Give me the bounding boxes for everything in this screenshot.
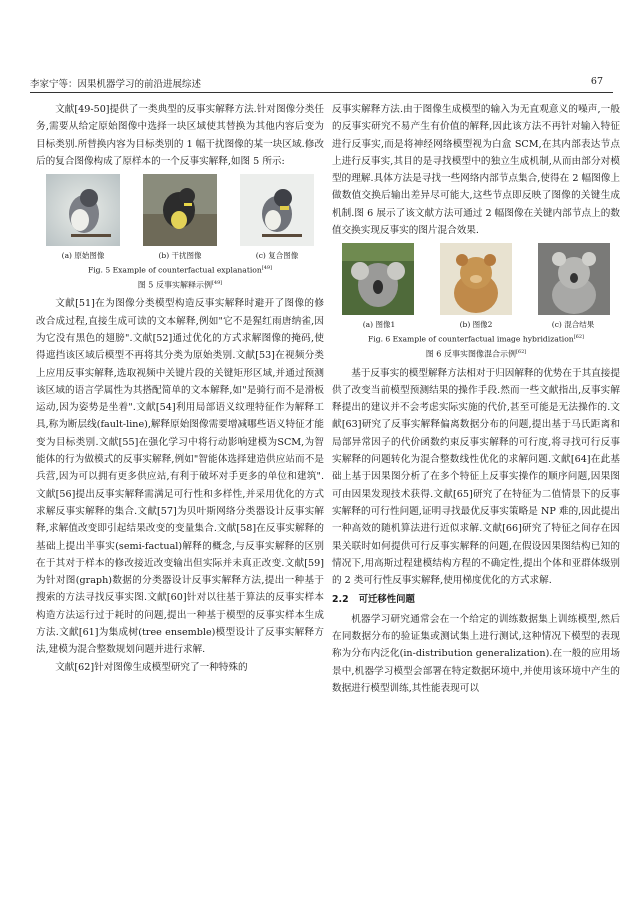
left-column xyxy=(36,101,324,676)
running-header xyxy=(30,76,613,93)
figure-caption-en: Fig. 6 Example of counterfactual image hybridization[62] xyxy=(368,334,584,344)
paragraph: 机器学习研究通常会在一个给定的训练数据集上训练模型,然后在同数据分布的验证集或测试集上进行测试,这种情况下模型的表现称为分布内泛化(in-distribution generalization).在一般的应用场景中,机器学习模型会部署在特定数据环境中,并使用该环境中产生的数据进行模型训练,其性能表现可以 xyxy=(332,613,620,694)
bird-composite-image xyxy=(240,174,314,246)
page-number: 67 xyxy=(590,76,603,87)
figure-caption-zh: 图 5 反事实解释示例[49] xyxy=(137,279,223,290)
teddy-bear-image xyxy=(440,243,512,315)
paragraph: 反事实解释方法.由于图像生成模型的输入为无直观意义的噪声,一般的反事实研究不易产生有价值的解释,因此该方法不再针对输入特征进行反事实,而是将神经网络模型视为白盒 SCM,在其内部表达节点上进行反事实,其目的是寻找模型中的独立生成机制,从而由部分对模型的理解.具体方法是寻找一些网络内部节点集合,使得在 2 幅图像上做数值交换后输出差异尽可能大,这些节点即反映了图像的关键生成机制.图 6 展示了该文献方法可通过 2 幅图像在关键内部节点上的数值交换实现反事实的图片混合效果. xyxy=(332,104,620,237)
figure-5 xyxy=(36,174,324,291)
right-column xyxy=(332,101,620,697)
paragraph: 基于反事实的模型解释方法相对于归因解释的优势在于其直接提供了改变当前模型预测结果的操作手段.然而一些文献指出,反事实解释提出的建议并不会考虑实际实施的代价,甚至可能是无法操作的.文献[63]研究了反事实解释偏离数据分布的问题,提出基于马氏距离和局部异常因子的代价函数约束反事实解释的可行度,将寻找可行反事实解释的问题转化为混合整数线性优化的求解问题.文献[64]在此基础上基于因果图分析了在多个特征上反事实操作的顺序问题,因果图可由因果发现技术获得.文献[65]研究了在特征为二值情景下的反事实解释的可行性问题,证明寻找最优反事实策略是 NP 难的,因此提出一种高效的随机算法进行近似求解.文献[66]研究了特征之间存在因果关联时如何提供可行反事实解释的问题,在假设因果图结构已知的情况下,用高斯过程建模结构方程的不确定性,提出个体和亚群体级别的 2 类可行性反事实解释,使用梯度优化的方式求解. xyxy=(332,367,620,587)
header-title: 李家宁等：因果机器学习的前沿进展综述 xyxy=(30,79,202,90)
subfigure-caption: (c) 混合结果 xyxy=(551,320,595,330)
bird-distractor-image xyxy=(143,174,217,246)
paragraph: 文献[51]在为图像分类模型构造反事实解释时避开了图像的修改合成过程,直接生成可读的文本解释,例如"它不是猩红雨唐纳雀,因为它没有黑色的翅膀".文献[52]通过优化的方式求解图像的掩码,使得遮挡该区域后模型不再将其分类为原始类别.文献[53]在视频分类上应用反事实解释,选取视频中关键片段的关键矩形区域,并通过预测该区域的语言学属性为其搭配简单的文本解释,如"是骑行而不是滑板运动,因为姿势是坐着".文献[54]利用局部语义纹理特征作为解释工具,称为断层线(fault-line),解释原始图像需要增减哪些语义特征才能变为目标类别.文献[55]在强化学习中将行动影响建模为SCM,为智能体的行为做模式的反事实解释,例如"智能体选择建造供应站而不是兵营,因为可以拥有更多供应站,有利于破坏对手更多的单位和建筑".文献[56]提出反事实解释需满足可行性和多样性,并采用优化的方式求解反事实解释的集合.文献[57]为贝叶斯网络分类器设计反事实解释,求解值改变即引起结果改变的变量集合.文献[58]在反事实解释的基础上提出半事实(semi-factual)解释的概念,与反事实解释的区别在于其对于样本的修改接近改变输出但实际并未真正改变.文献[59]为针对图(graph)数据的分类器设计反事实解释方法,提出一种基于搜索的方法寻找反事实图.文献[60]针对以往基于算法的反事实样本构造方法运行过于耗时的问题,提出一种基于模型的反事实样本生成方法.文献[61]为集成树(tree ensemble)模型设计了反事实解释方法,建模为混合整数规划问题并进行求解. xyxy=(36,298,324,656)
subfigure-caption: (a) 图像1 xyxy=(362,320,396,330)
paragraph: 文献[62]针对图像生成模型研究了一种特殊的 xyxy=(55,661,248,673)
section-heading xyxy=(332,591,620,608)
figure-caption-zh: 图 6 反事实图像混合示例[62] xyxy=(425,348,527,359)
section-title: 可迁移性问题 xyxy=(358,594,415,606)
subfigure-caption: (b) 图像2 xyxy=(459,320,493,330)
koala-image xyxy=(342,243,414,315)
subfigure-caption: (a) 原始图像 xyxy=(61,251,105,261)
subfigure-caption: (b) 干扰图像 xyxy=(158,251,202,261)
section-number: 2.2 xyxy=(332,594,349,606)
figure-caption-en: Fig. 5 Example of counterfactual explanation[49] xyxy=(87,265,273,275)
paragraph: 文献[49-50]提供了一类典型的反事实解释方法.针对图像分类任务,需要从给定原始图像中选择一块区域使其替换为其他内容后变为目标类别.所替换内容为目标类别的 1 幅干扰图像的某一块区域.修改后的复合图像构成了原样本的一个反事实解释,如图 5 所示: xyxy=(36,104,324,167)
subfigure-caption: (c) 复合图像 xyxy=(255,251,299,261)
hybrid-result-image xyxy=(538,243,610,315)
figure-6 xyxy=(332,243,620,360)
bird-original-image xyxy=(46,174,120,246)
